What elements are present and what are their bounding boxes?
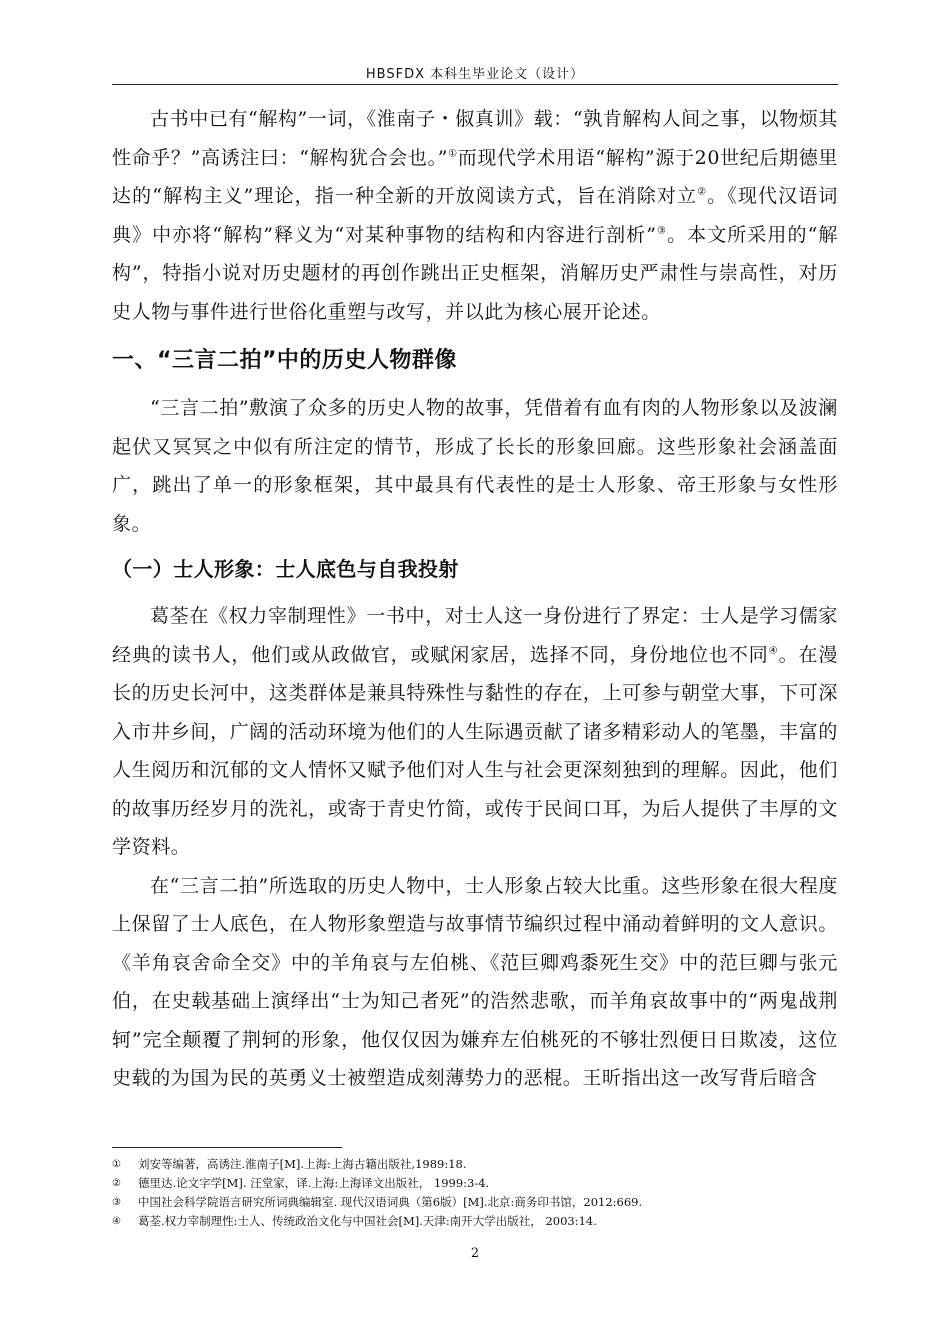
subsection-heading: （一）士人形象：士人底色与自我投射: [112, 557, 459, 581]
footnote-text: 德里达.论文字学[M]. 汪堂家，译.上海:上海译文出版社， 1999:3-4.: [138, 1176, 490, 1190]
footnote-mark: ②: [112, 1178, 121, 1189]
subsection-paragraph-2: 在“三言二拍”所选取的历史人物中，士人形象占较大比重。这些形象在很大程度上保留了士人底色，在人物形象塑造与故事情节编织过程中涌动着鲜明的文人意识。《羊角哀舍命全交》中的羊角哀与左伯桃、《范巨卿鸡黍死生交》中的范巨卿与张元伯，在史载基础上演绎出“士为知己者死”的浩然悲歌，而羊角哀故事中的“两鬼战荆轲”完全颠覆了荆轲的形象，他仅仅因为嫌弃左伯桃死的不够壮烈便日日欺凌，这位史载的为国为民的英勇义士被塑造成刻薄势力的恶棍。王昕指出这一改写背后暗含: [112, 874, 838, 1089]
footnote-text: 刘安等编著，高诱注.淮南子[M].上海:上海古籍出版社,1989:18.: [138, 1157, 467, 1171]
intro-text-b: 而现代学术用语“解构”源于20世纪后期德里达的“解构主义”理论，指一种全新的开放阅读方式，旨在消除对立: [112, 146, 838, 207]
page-header-title: HBSFDX 本科生毕业论文（设计）: [365, 67, 585, 82]
footnote-ref-1[interactable]: ①: [448, 148, 458, 160]
section-heading: 一、“三言二拍”中的历史人物群像: [112, 348, 457, 373]
page-number: 2: [470, 1246, 480, 1261]
footnote-item: [112, 1212, 838, 1231]
footnote-mark: ④: [112, 1216, 121, 1227]
intro-text-d: 。本文所采用的“解构”，特指小说对历史题材的再创作跳出正史框架，消解历史严肃性与崇高性，对历史人物与事件进行世俗化重塑与改写，并以此为核心展开论述。: [112, 223, 838, 323]
footnote-divider: [112, 1147, 342, 1148]
footnote-ref-2[interactable]: ②: [697, 186, 708, 198]
subsection-text-b: 。在漫长的历史长河中，这类群体是兼具特殊性与黏性的存在，上可参与朝堂大事，下可深入市井乡间，广阔的活动环境为他们的人生际遇贡献了诸多精彩动人的笔墨，丰富的人生阅历和沉郁的文人情怀又赋予他们对人生与社会更深刻独到的理解。因此，他们的故事历经岁月的洗礼，或寄于青史竹简，或传于民间口耳，为后人提供了丰厚的文学资料。: [112, 643, 838, 858]
footnote-item: [112, 1193, 838, 1212]
footnote-mark: ③: [112, 1197, 121, 1208]
footnote-text: 葛荃.权力宰制理性:士人、传统政治文化与中国社会[M].天津:南开大学出版社， 2003:14.: [138, 1214, 597, 1228]
footnote-item: [112, 1155, 838, 1174]
document-body: [112, 100, 838, 1098]
intro-text-a: 古书中已有“解构”一词，《淮南子・俶真训》载：“孰肯解构人间之事，以物烦其性命乎？”高诱注曰：“解构犹合会也。”: [112, 108, 838, 169]
intro-paragraph: [112, 100, 838, 331]
subsection-text-a: 葛荃在《权力宰制理性》一书中，对士人这一身份进行了界定：士人是学习儒家经典的读书人，他们或从政做官，或赋闲家居，选择不同，身份地位也不同: [112, 605, 838, 666]
footnote-mark: ①: [112, 1159, 121, 1170]
header-divider: [112, 84, 838, 85]
subsection-paragraph-1: [112, 597, 838, 867]
section-paragraph: “三言二拍”敷演了众多的历史人物的故事，凭借着有血有肉的人物形象以及波澜起伏又冥冥之中似有所注定的情节，形成了长长的形象回廊。这些形象社会涵盖面广，跳出了单一的形象框架，其中最具有代表性的是士人形象、帝王形象与女性形象。: [112, 397, 838, 535]
intro-text-c: 。《现代汉语词典》中亦将“解构”释义为“对某种事物的结构和内容进行剖析”: [112, 185, 838, 246]
footnote-ref-3[interactable]: ③: [656, 225, 668, 237]
footnote-text: 中国社会科学院语言研究所词典编辑室. 现代汉语词典（第6版）[M].北京:商务印书馆，2012:669.: [138, 1195, 643, 1209]
footnote-item: [112, 1174, 838, 1193]
footnote-ref-4[interactable]: ④: [768, 645, 779, 657]
footnotes: [112, 1155, 838, 1231]
